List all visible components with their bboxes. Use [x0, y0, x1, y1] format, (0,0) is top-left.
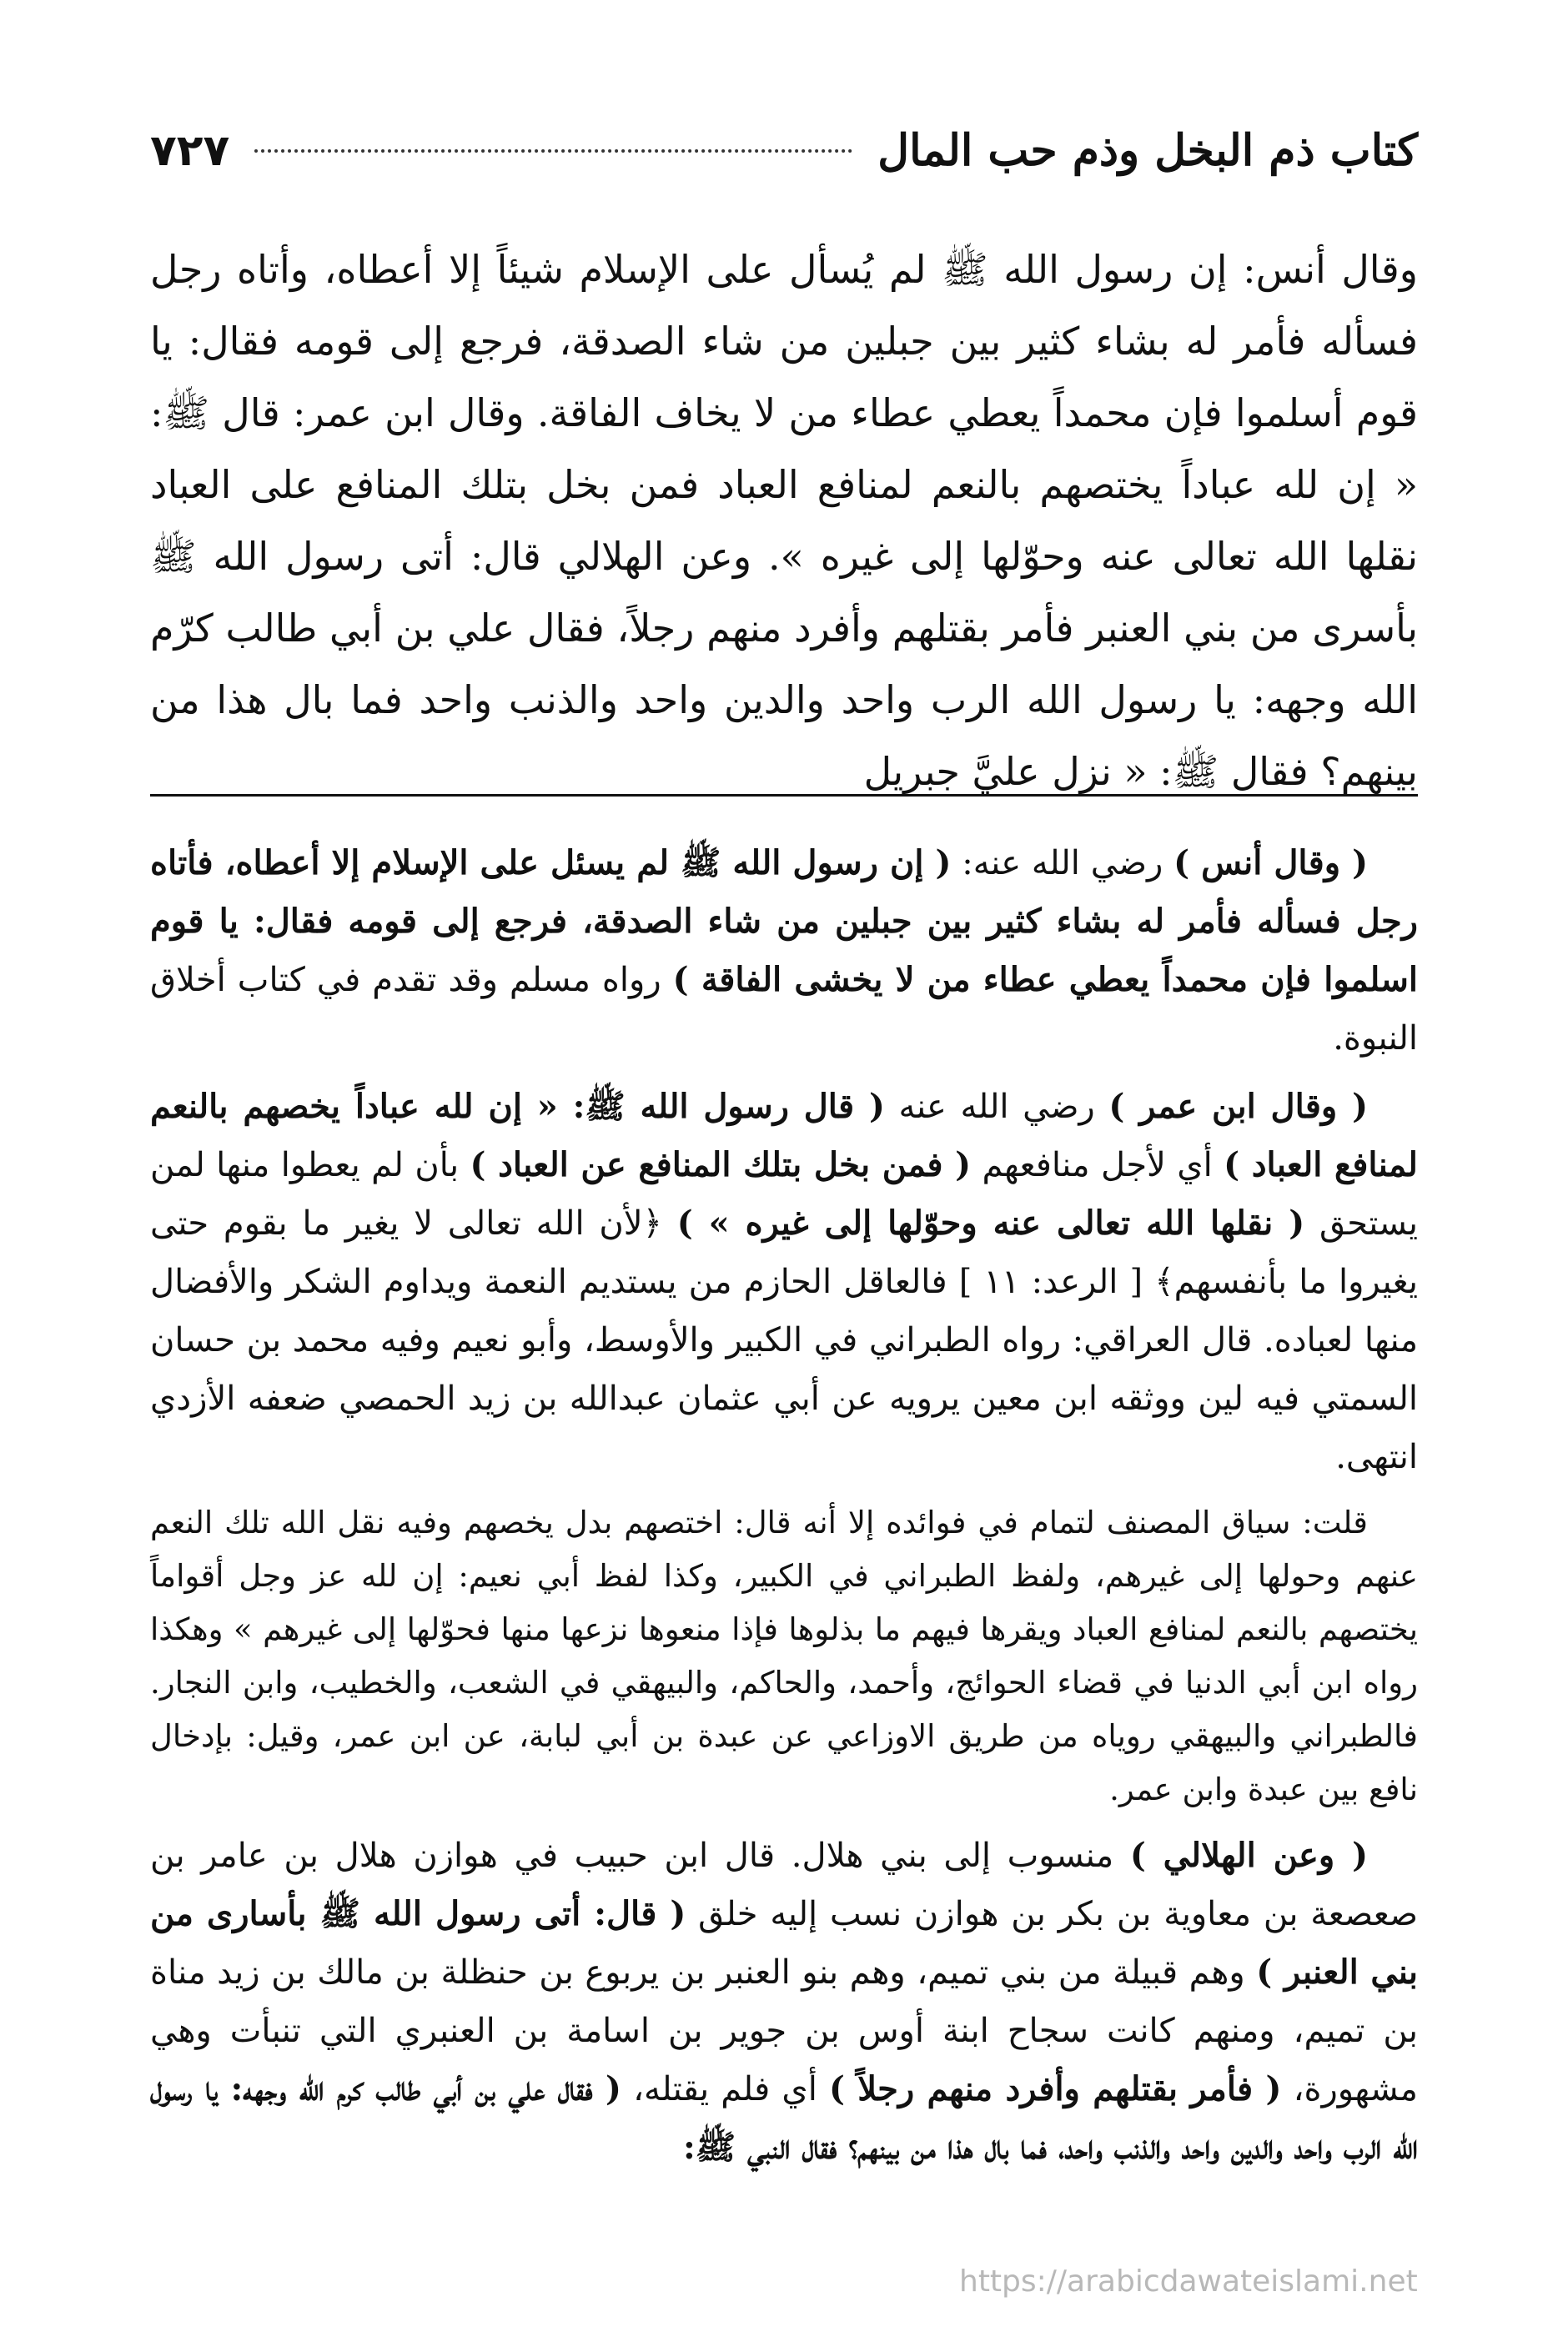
- bold-lead: ( وقال أنس ): [1173, 843, 1369, 882]
- commentary-paragraph-note: [150, 1496, 1418, 1817]
- commentary-text: ﴿لأن الله تعالى لا يغير ما بقوم حتى يغيروا ما بأنفسهم﴾ [ الرعد: ١١ ] فالعاقل الحازم من يستديم النعمة ويداوم الشكر والأفضال منها لعباده. قال العراقي: رواه الطبراني في الكبير والأوسط، وأبو نعيم وفيه محمد بن حسان السمتي فيه لين ووثقه ابن معين يرويه عن أبي عثمان عبدالله بن زيد الحمصي ضعفه الأزدي انتهى.: [150, 1204, 1418, 1476]
- commentary-paragraph-hilali: [150, 1827, 1418, 2177]
- bold-lead: ( وعن الهلالي ): [1129, 1836, 1369, 1875]
- page-number: ٧٢٧: [150, 125, 230, 176]
- commentary-text: وهم قبيلة من بني تميم، وهم بنو العنبر بن يربوع بن حنظلة بن مالك بن زيد مناة بن تميم، ومنهم كانت سجاح ابنة أوس بن جوير بن اسامة بن العنبري التي تنبأت وهي مشهورة،: [150, 1953, 1418, 2108]
- commentary-text: أي لأجل منافعهم: [971, 1146, 1224, 1184]
- quoted-hadith: ( فأمر بقتلهم وأفرد منهم رجلاً ): [828, 2069, 1282, 2108]
- commentary-text: رواه مسلم وقد تقدم في كتاب أخلاق النبوة.: [150, 961, 1418, 1058]
- commentary-text: منسوب إلى بني هلال. قال ابن حبيب في هوازن هلال بن عامر بن صعصعة بن معاوية بن بكر بن هوازن نسب إليه خلق: [150, 1837, 1418, 1933]
- page-header: [150, 125, 1418, 176]
- commentary-text: أي فلم يقتله،: [621, 2070, 829, 2108]
- site-watermark: https://arabicdawateislami.net: [959, 2264, 1418, 2299]
- running-title: كتاب ذم البخل وذم حب المال: [877, 125, 1418, 176]
- commentary-paragraph-anas: [150, 834, 1418, 1068]
- quoted-hadith: ( فقال علي بن أبي طالب كرم الله وجهه: يا رسول الله الرب واحد والدين واحد والذنب واحد، فما بال هذا من بينهم؟ فقال النبي ﷺ:: [150, 2069, 1418, 2167]
- quoted-hadith: ( نقلها الله تعالى عنه وحوّلها إلى غيره » ): [676, 1204, 1305, 1243]
- commentary-text: رضي الله عنه:: [951, 844, 1174, 882]
- commentary-text: قلت: سياق المصنف لتمام في فوائده إلا أنه قال: اختصهم بدل يخصهم وفيه نقل الله تلك النعم عنهم وحولها إلى غيرهم، ولفظ الطبراني في الكبير، وكذا لفظ أبي نعيم: إن لله عز وجل أقواماً يختصهم بالنعم لمنافع العباد ويقرها فيهم ما بذلوها فإذا منعوها نزعها منها فحوّلها إلى غيرهم » وهكذا رواه ابن أبي الدنيا في قضاء الحوائج، وأحمد، والحاكم، والبيهقي في الشعب، والخطيب، وابن النجار. فالطبراني والبيهقي روياه من طريق الاوزاعي عن عبدة بن أبي لبابة، عن ابن عمر، وقيل: بإدخال نافع بين عبدة وابن عمر.: [150, 1505, 1418, 1807]
- commentary-paragraph-ibn-umar: [150, 1078, 1418, 1486]
- main-text-block: وقال أنس: إن رسول الله ﷺ لم يُسأل على الإسلام شيئاً إلا أعطاه، وأتاه رجل فسأله فأمر له بشاء كثير بين جبلين من شاء الصدقة، فرجع إلى قومه فقال: يا قوم أسلموا فإن محمداً يعطي عطاء من لا يخاف الفاقة. وقال ابن عمر: قال ﷺ: « إن لله عباداً يختصهم بالنعم لمنافع العباد فمن بخل بتلك المنافع على العباد نقلها الله تعالى عنه وحوّلها إلى غيره ». وعن الهلالي قال: أتى رسول الله ﷺ بأسرى من بني العنبر فأمر بقتلهم وأفرد منهم رجلاً، فقال علي بن أبي طالب كرّم الله وجهه: يا رسول الله الرب واحد والدين واحد والذنب واحد فما بال هذا من بينهم؟ فقال ﷺ: « نزل عليَّ جبريل: [150, 247, 1419, 794]
- quoted-hadith: ( قال: أتى رسول الله ﷺ بأسارى من بني العنبر ): [150, 1894, 1418, 1992]
- commentary-block: [150, 834, 1418, 2187]
- section-divider: [150, 794, 1418, 797]
- bold-lead: ( وقال ابن عمر ): [1108, 1087, 1369, 1126]
- commentary-text: بأن لم يعطوا منها لمن يستحق: [150, 1146, 1419, 1243]
- quoted-hadith: ( إن رسول الله ﷺ لم يسئل على الإسلام إلا أعطاه، فأتاه رجل فسأله فأمر له بشاء كثير بين جبلين من شاء الصدقة، فرجع إلى قومه فقال: يا قوم اسلموا فإن محمداً يعطي عطاء من لا يخشى الفاقة ): [150, 843, 1418, 999]
- quoted-hadith: ( فمن بخل بتلك المنافع عن العباد ): [470, 1145, 972, 1184]
- commentary-text: رضي الله عنه: [884, 1088, 1109, 1126]
- header-dot-leader: [254, 149, 852, 153]
- quoted-hadith: ( قال رسول الله ﷺ: « إن لله عباداً يخصهم بالنعم لمنافع العباد ): [150, 1087, 1418, 1184]
